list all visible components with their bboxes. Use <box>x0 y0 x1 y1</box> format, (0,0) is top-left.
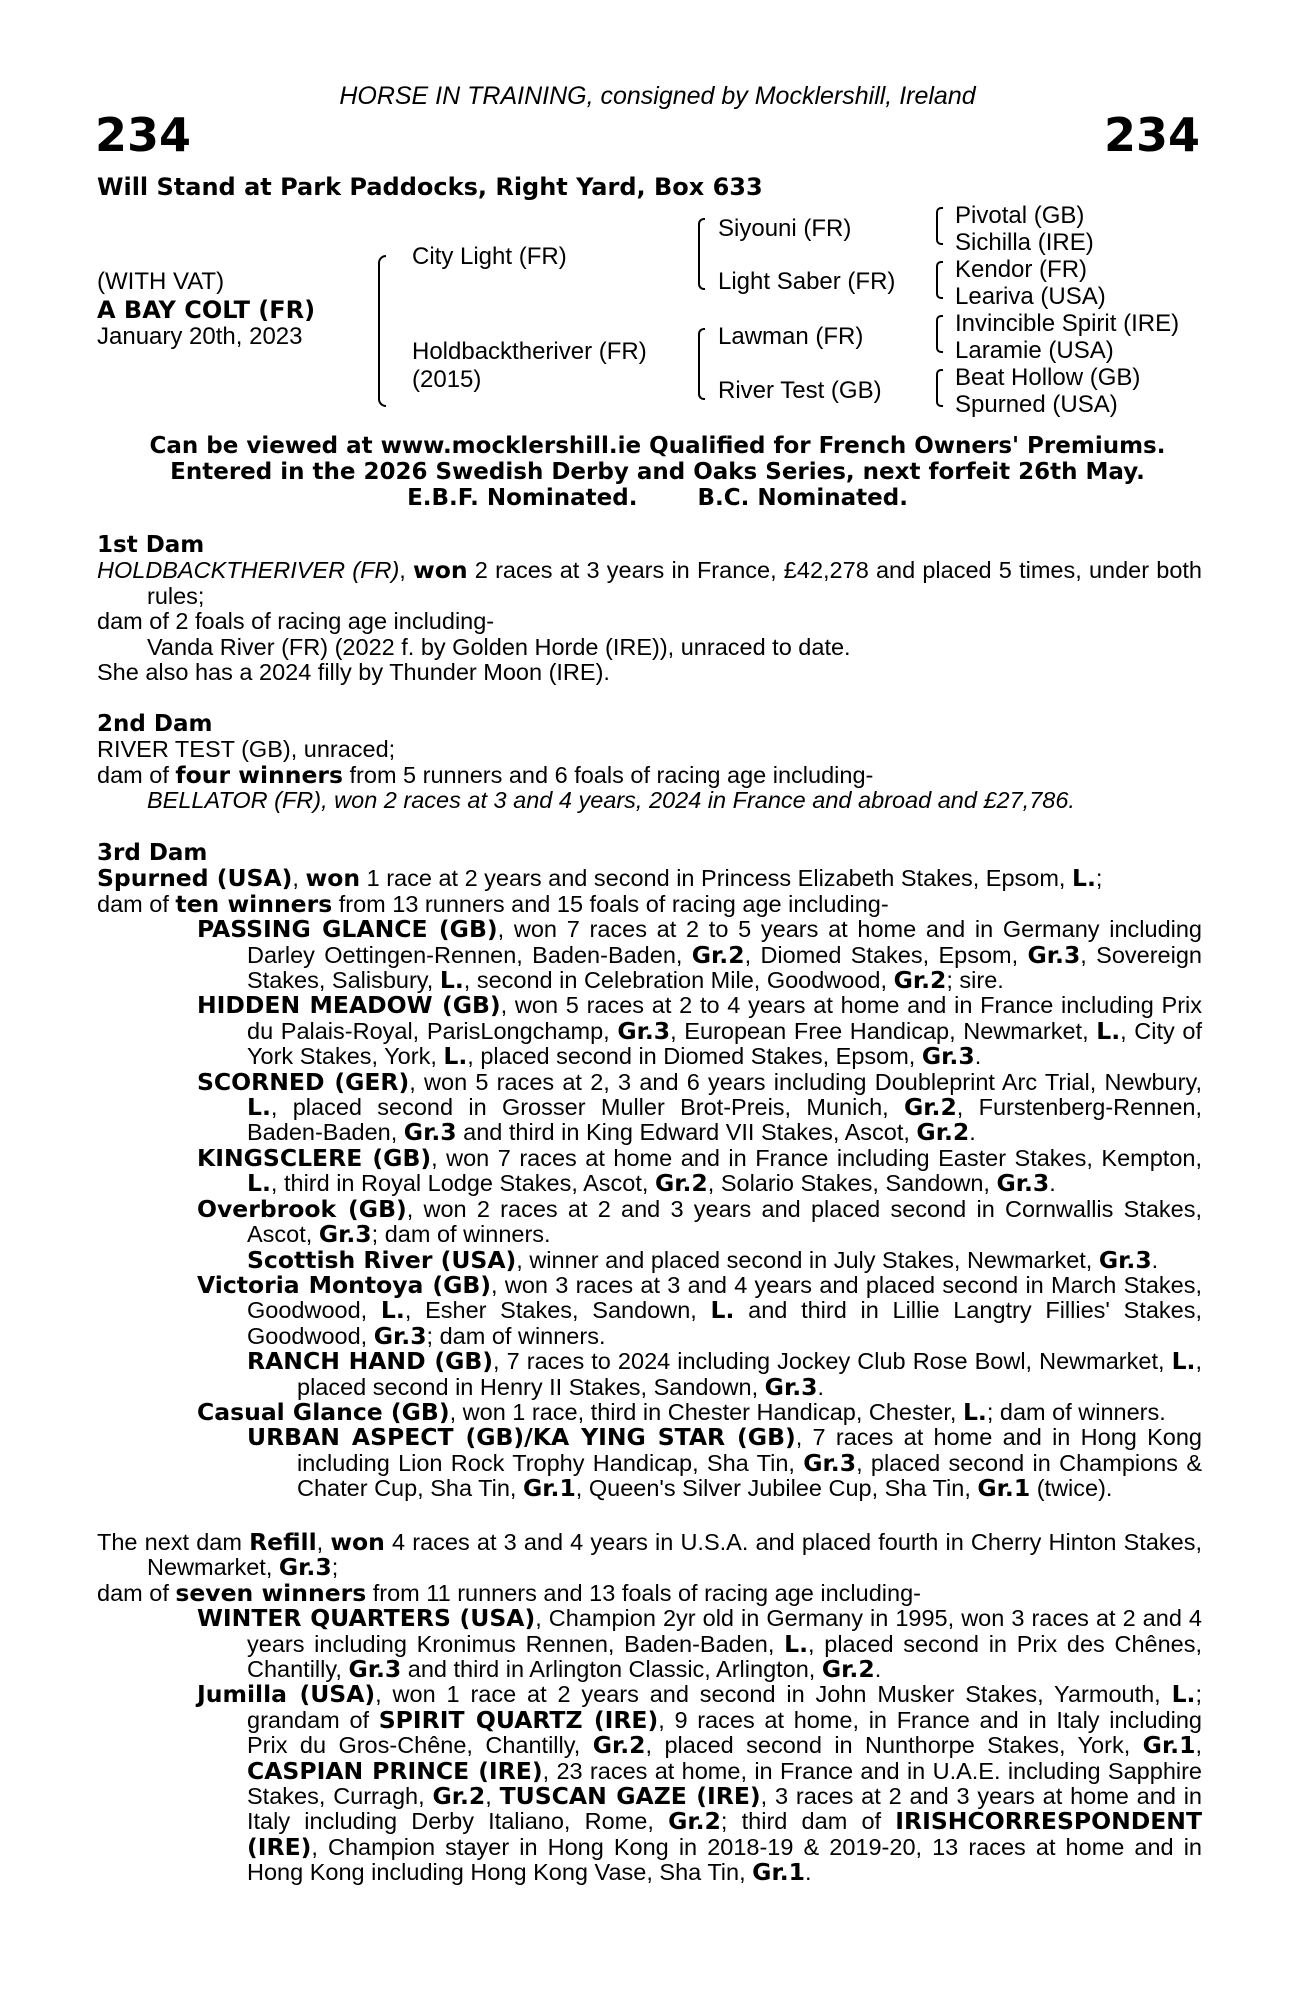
t: , Esher Stakes, Sandown, <box>404 1297 711 1324</box>
t: ; dam of winners. <box>426 1322 606 1349</box>
t: , 9 races at home, in France and in Italy including Prix du Gros-Chêne, Chantilly, <box>247 1706 1202 1759</box>
first-dam-text: 2 races at 3 years in France, £42,278 and placed 5 times, under both rules; <box>147 557 1202 609</box>
horse-name: WINTER QUARTERS (USA) <box>197 1604 536 1633</box>
t: , 7 races at home and in Hong Kong including Lion Rock Trophy Handicap, Sha Tin, <box>297 1424 1202 1476</box>
grade: L. <box>1171 1680 1196 1709</box>
t: and third in King Edward VII Stakes, Ascot, <box>456 1119 917 1146</box>
grade: L. <box>1096 1016 1121 1045</box>
t: , Furstenberg-Rennen, Baden-Baden, <box>247 1094 1203 1146</box>
notes-line-1: Can be viewed at www.mocklershill.ie Qualified for French Owners' Premiums. <box>149 433 1166 459</box>
t: , Solario Stakes, Sandown, <box>707 1170 997 1197</box>
grade: Gr.3 <box>373 1321 427 1350</box>
first-dam-produce: Vanda River (FR) (2022 f. by Golden Horde (IRE)), unraced to date. <box>147 633 851 660</box>
dam-name: Holdbacktheriver (FR) <box>412 338 647 365</box>
produce-kingsclere <box>97 1143 1203 1198</box>
bc-note: B.C. Nominated. <box>697 485 908 511</box>
dam-dam: River Test (GB) <box>718 377 882 404</box>
first-dam-section <box>97 533 1202 685</box>
t: , <box>1195 1732 1202 1759</box>
second-dam-section <box>97 712 1202 814</box>
t: and third in Arlington Classic, Arlington, <box>401 1656 822 1683</box>
grade: L. <box>443 1042 468 1071</box>
t: , placed second in Grosser Muller Brot-Preis, Munich, <box>270 1094 904 1121</box>
winners-count: four winners <box>175 760 343 789</box>
second-dam-damof <box>97 760 1202 789</box>
notes-line-2: Entered in the 2026 Swedish Derby and Oaks Series, next forfeit 26th May. <box>170 459 1145 485</box>
t: , won 1 race at 2 years and second in John Musker Stakes, Yarmouth, <box>375 1681 1172 1708</box>
horse-name: RANCH HAND (GB) <box>247 1347 494 1376</box>
produce-winter-quarters <box>97 1606 1202 1682</box>
grade: L. <box>439 966 464 995</box>
notes-line-3 <box>0 485 1315 511</box>
produce-casual-glance <box>97 1397 1202 1426</box>
ped-g3-8: Spurned (USA) <box>955 391 1118 418</box>
stand-location: Will Stand at Park Paddocks, Right Yard, Box 633 <box>97 173 763 201</box>
t: , City of York Stakes, York, <box>247 1017 1202 1070</box>
horse-name: CASPIAN PRINCE (IRE) <box>247 1756 543 1785</box>
t: , won 1 race, third in Chester Handicap, Chester, <box>449 1398 963 1425</box>
t: , won 2 races at 2 and 3 years and placed second in Cornwallis Stakes, Ascot, <box>247 1195 1203 1248</box>
horse-name: Scottish River (USA) <box>247 1245 517 1274</box>
t: . <box>1049 1170 1056 1197</box>
grade: Gr.2 <box>821 1655 875 1684</box>
dam-year: (2015) <box>412 366 482 393</box>
t: 4 races at 3 and 4 years in U.S.A. and placed fourth in Cherry Hinton Stakes, Newmarket, <box>147 1529 1203 1581</box>
t: , <box>292 865 306 892</box>
t: , winner and placed second in July Stakes, Newmarket, <box>516 1246 1099 1273</box>
third-dam-record <box>97 866 1202 891</box>
t: ; sire. <box>946 967 1004 994</box>
pedigree-brace-g3-1 <box>936 207 943 245</box>
ped-g3-4: Leariva (USA) <box>955 283 1106 310</box>
grade: Gr.3 <box>617 1016 671 1045</box>
horse-name: BELLATOR (FR) <box>147 787 322 814</box>
horse-name: SCORNED (GER) <box>197 1067 410 1096</box>
horse-name: KINGSCLERE (GB) <box>197 1143 432 1172</box>
won-label: won <box>305 864 361 893</box>
grade: Gr.3 <box>921 1042 975 1071</box>
t: , <box>485 1783 500 1810</box>
horse-name: A BAY COLT (FR) <box>97 296 316 324</box>
grade: Gr.3 <box>348 1655 402 1684</box>
t: , placed second in Henry II Stakes, Sandown, <box>297 1348 1202 1400</box>
t: . <box>974 1043 982 1070</box>
t: from 13 runners and 15 foals of racing age including- <box>332 890 889 917</box>
grade: Gr.3 <box>403 1118 457 1147</box>
t: from 11 runners and 13 foals of racing age including- <box>366 1579 921 1606</box>
next-dam-section <box>97 1530 1202 1886</box>
grade: Gr.1 <box>1142 1731 1196 1760</box>
grade: Gr.3 <box>1098 1245 1152 1274</box>
t: , Queen's Silver Jubilee Cup, Sha Tin, <box>575 1475 978 1502</box>
produce-passing-glance <box>97 917 1202 993</box>
grade: Gr.1 <box>522 1474 576 1503</box>
pedigree-brace-g3-4 <box>936 369 943 407</box>
horse-name: URBAN ASPECT (GB)/KA YING STAR (GB) <box>247 1423 796 1452</box>
t: . <box>969 1119 976 1146</box>
sale-notes <box>0 433 1315 511</box>
ped-g3-3: Kendor (FR) <box>955 256 1088 283</box>
t: , second in Celebration Mile, Goodwood, <box>463 967 894 994</box>
next-dam-damof <box>97 1578 1202 1607</box>
t: The next dam <box>97 1529 250 1555</box>
produce-overbrook <box>97 1194 1203 1249</box>
grade: Gr.3 <box>996 1169 1050 1198</box>
ped-g3-5: Invincible Spirit (IRE) <box>955 310 1180 337</box>
produce-scorned <box>97 1067 1203 1147</box>
t: , won 7 races at 2 to 5 years at home and in Germany including Darley Oettingen-Rennen, Baden-Baden, <box>247 916 1202 968</box>
first-dam-extra: She also has a 2024 filly by Thunder Moon (IRE). <box>97 659 610 686</box>
second-dam-record: RIVER TEST (GB), unraced; <box>97 736 396 763</box>
produce-victoria-montoya <box>97 1270 1203 1350</box>
t: (twice). <box>1030 1475 1113 1502</box>
t: , won 5 races at 2, 3 and 6 years including Doubleprint Arc Trial, Newbury, <box>409 1068 1202 1095</box>
t: ; <box>331 1554 339 1581</box>
t: , Sovereign Stakes, Salisbury, <box>247 941 1202 994</box>
grade: L. <box>380 1296 405 1325</box>
grade: Gr.2 <box>592 1731 646 1760</box>
t: 1 race at 2 years and second in Princess Elizabeth Stakes, Epsom, <box>360 865 1072 892</box>
grade: Gr.3 <box>764 1372 818 1401</box>
horse-name: TUSCAN GAZE (IRE) <box>499 1782 761 1811</box>
horse-name: SPIRIT QUARTZ (IRE) <box>378 1705 659 1734</box>
grade: Gr.1 <box>977 1474 1031 1503</box>
t: , 3 races at 2 and 3 years at home and in Italy including Derby Italiano, Rome, <box>247 1783 1202 1835</box>
t: , <box>316 1529 331 1555</box>
t: , 7 races to 2024 including Jockey Club Rose Bowl, Newmarket, <box>493 1348 1172 1375</box>
grade: Gr.2 <box>916 1118 970 1147</box>
vat-note: (WITH VAT) <box>97 268 225 295</box>
third-dam-section <box>97 841 1202 1502</box>
t: . <box>874 1656 882 1683</box>
grade: Gr.3 <box>318 1220 372 1249</box>
grade: L. <box>962 1397 987 1426</box>
produce-jumilla <box>97 1682 1202 1885</box>
t: ; dam of winners. <box>371 1221 551 1248</box>
sire-name: City Light (FR) <box>412 243 567 270</box>
first-dam-record <box>97 558 1202 609</box>
pedigree-brace-main <box>378 255 386 407</box>
produce-ranch-hand <box>97 1349 1202 1400</box>
horse-name: Victoria Montoya (GB) <box>197 1270 492 1299</box>
horse-name: PASSING GLANCE (GB) <box>197 915 498 944</box>
third-dam-heading: 3rd Dam <box>97 840 208 866</box>
horse-name: IRISHCORRESPONDENT (IRE) <box>247 1807 1202 1861</box>
horse-name: HIDDEN MEADOW (GB) <box>197 991 501 1020</box>
grade: Gr.2 <box>654 1169 708 1198</box>
t: , 23 races at home, in France and in U.A.E. including Sapphire Stakes, Curragh, <box>247 1757 1203 1810</box>
t: , Diomed Stakes, Epsom, <box>744 941 1028 968</box>
t: , Champion 2yr old in Germany in 1995, won 3 races at 2 and 4 years including Kronimus Rennen, Baden-Baden, <box>247 1605 1202 1657</box>
produce-urban-aspect <box>97 1425 1202 1501</box>
t: , won 2 races at 3 and 4 years, 2024 in France and abroad and £27,786. <box>321 787 1075 814</box>
dam-sire: Lawman (FR) <box>718 323 864 350</box>
next-dam-record <box>97 1530 1202 1581</box>
t: , placed second in Nunthorpe Stakes, York, <box>645 1732 1143 1759</box>
ped-g3-2: Sichilla (IRE) <box>955 229 1094 256</box>
third-dam-damof <box>97 889 1202 918</box>
ebf-note: E.B.F. Nominated. <box>407 485 638 511</box>
t: , won 5 races at 2 to 4 years at home and in France including Prix du Palais-Royal, ParisLongchamp, <box>247 992 1202 1044</box>
t: , won 7 races at home and in France including Easter Stakes, Kempton, <box>431 1144 1203 1171</box>
t: . <box>817 1373 825 1400</box>
winners-count: seven winners <box>175 1578 367 1607</box>
t: , Champion stayer in Hong Kong in 2018-19 & 2019-20, 13 races at home and in Hong Kong including Hong Kong Vase, Sha Tin, <box>247 1833 1202 1886</box>
grade: L. <box>247 1093 271 1122</box>
produce-scottish-river <box>97 1245 1202 1274</box>
t: dam of <box>97 761 176 788</box>
t: , placed second in Diomed Stakes, Epsom, <box>467 1043 922 1070</box>
second-dam-heading: 2nd Dam <box>97 711 213 737</box>
sire-sire: Siyouni (FR) <box>718 215 852 242</box>
grade: Gr.2 <box>691 940 745 969</box>
won-label: won <box>413 556 468 585</box>
t: , placed second in Prix des Chênes, Chantilly, <box>247 1630 1202 1683</box>
horse-name: Jumilla (USA) <box>197 1680 376 1709</box>
grade: L. <box>784 1629 809 1658</box>
horse-name: Spurned (USA) <box>97 864 293 893</box>
pedigree-brace-sire <box>698 218 705 290</box>
t: from 5 runners and 6 foals of racing age including- <box>343 761 874 788</box>
horse-name: Refill <box>249 1528 317 1556</box>
t: . <box>1151 1246 1159 1273</box>
t: , third in Royal Lodge Stakes, Ascot, <box>270 1170 655 1197</box>
grade: Gr.2 <box>668 1807 721 1836</box>
sep: , <box>399 557 414 584</box>
grade: Gr.3 <box>1027 940 1081 969</box>
ped-g3-1: Pivotal (GB) <box>955 202 1085 229</box>
grade: Gr.3 <box>803 1448 857 1477</box>
t: ; third dam of <box>720 1808 896 1835</box>
t: ; <box>1095 865 1103 892</box>
ped-g3-6: Laramie (USA) <box>955 337 1114 364</box>
horse-name: Overbrook (GB) <box>197 1194 407 1223</box>
t: dam of <box>97 1579 176 1606</box>
pedigree-brace-g3-2 <box>936 261 943 299</box>
pedigree-brace-dam <box>698 328 705 400</box>
t: ; grandam of <box>247 1681 1202 1733</box>
t: . <box>804 1859 812 1886</box>
produce-hidden-meadow <box>97 993 1202 1069</box>
catalogue-subtitle: HORSE IN TRAINING, consigned by Mocklershill, Ireland <box>339 82 976 110</box>
t: ; dam of winners. <box>986 1398 1166 1425</box>
grade: Gr.1 <box>752 1858 805 1887</box>
first-dam-name: HOLDBACKTHERIVER (FR) <box>97 557 400 584</box>
grade: L. <box>710 1296 735 1325</box>
horse-name: Casual Glance (GB) <box>197 1397 450 1426</box>
first-dam-foals: dam of 2 foals of racing age including- <box>97 608 495 635</box>
t: and third in Lillie Langtry Fillies' Stakes, Goodwood, <box>247 1297 1202 1349</box>
lot-number-left: 234 <box>95 108 192 162</box>
winners-count: ten winners <box>175 889 333 918</box>
won-label: won <box>330 1528 385 1556</box>
first-dam-heading: 1st Dam <box>97 532 205 558</box>
grade: L. <box>247 1169 271 1198</box>
grade: L. <box>1171 1347 1196 1376</box>
pedigree-brace-g3-3 <box>936 315 943 353</box>
grade: Gr.2 <box>432 1782 486 1811</box>
lot-number-right: 234 <box>1103 108 1200 162</box>
sire-dam: Light Saber (FR) <box>718 268 896 295</box>
t: dam of <box>97 890 176 917</box>
grade: Gr.2 <box>903 1093 957 1122</box>
t: , placed second in Champions & Chater Cup, Sha Tin, <box>297 1449 1202 1502</box>
foaling-date: January 20th, 2023 <box>97 323 303 350</box>
second-dam-produce <box>97 788 1202 813</box>
t: , European Free Handicap, Newmarket, <box>670 1017 1097 1044</box>
grade: L. <box>1071 864 1096 893</box>
grade: Gr.3 <box>278 1553 332 1582</box>
t: , won 3 races at 3 and 4 years and placed second in March Stakes, Goodwood, <box>247 1271 1203 1324</box>
ped-g3-7: Beat Hollow (GB) <box>955 364 1141 391</box>
grade: Gr.2 <box>893 966 947 995</box>
